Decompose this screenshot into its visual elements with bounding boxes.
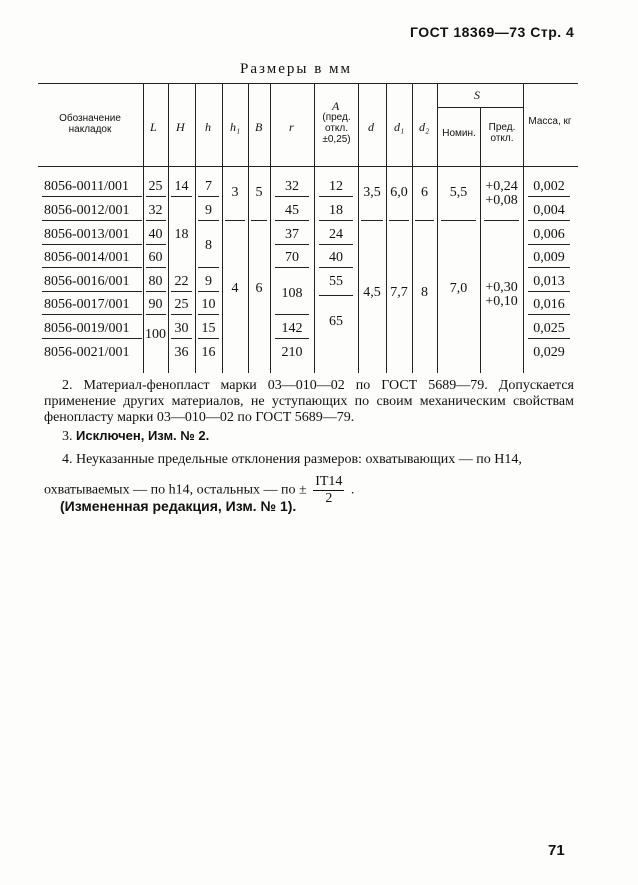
row-rule bbox=[528, 220, 570, 221]
cell-mass: 0,025 bbox=[533, 321, 565, 336]
row-rule bbox=[319, 220, 353, 221]
row-rule bbox=[389, 220, 409, 221]
row-rule bbox=[528, 291, 570, 292]
note-3-number: 3. bbox=[62, 429, 76, 444]
cell-h: 10 bbox=[201, 297, 216, 312]
table-header-rule bbox=[38, 166, 578, 167]
cell-h: 8 bbox=[205, 238, 212, 253]
col-divider bbox=[222, 83, 223, 373]
table-row-code: 8056-0011/001 bbox=[44, 179, 130, 194]
row-rule bbox=[42, 314, 142, 315]
cell-mass: 0,002 bbox=[533, 179, 565, 194]
row-rule bbox=[198, 314, 219, 315]
note-3-text: Исключен, Изм. № 2. bbox=[76, 428, 210, 443]
cell-H: 30 bbox=[174, 321, 189, 336]
row-rule bbox=[415, 220, 434, 221]
cell-S-nominal: 5,5 bbox=[449, 185, 468, 200]
row-rule bbox=[225, 220, 245, 221]
table-row-code: 8056-0021/001 bbox=[44, 345, 130, 360]
cell-d2: 8 bbox=[421, 285, 428, 300]
row-rule bbox=[42, 220, 142, 221]
cell-L: 40 bbox=[148, 227, 163, 242]
col-divider bbox=[248, 83, 249, 373]
cell-H: 25 bbox=[174, 297, 189, 312]
cell-H: 22 bbox=[174, 274, 189, 289]
cell-H: 36 bbox=[174, 345, 189, 360]
row-rule bbox=[319, 244, 353, 245]
row-rule bbox=[528, 314, 570, 315]
header-S-dev: Пред. откл. bbox=[488, 122, 516, 144]
header-A-note: (пред. откл. ±0,25) bbox=[322, 112, 351, 145]
header-h: h bbox=[205, 120, 211, 134]
cell-L: 60 bbox=[148, 250, 163, 265]
cell-S-dev: +0,10 bbox=[485, 294, 518, 309]
row-rule bbox=[528, 244, 570, 245]
cell-r: 70 bbox=[285, 250, 299, 265]
row-rule bbox=[275, 314, 309, 315]
cell-d2: 6 bbox=[421, 185, 428, 200]
row-rule bbox=[171, 291, 192, 292]
row-rule bbox=[146, 244, 166, 245]
row-rule bbox=[42, 267, 142, 268]
cell-A: 24 bbox=[329, 227, 343, 242]
cell-r: 37 bbox=[285, 227, 299, 242]
note-4-text: охватываемых — по h14, остальных — по ± bbox=[44, 482, 307, 498]
cell-r: 108 bbox=[281, 286, 303, 301]
page-number: 71 bbox=[548, 842, 565, 859]
col-divider bbox=[412, 83, 413, 373]
row-rule bbox=[146, 314, 166, 315]
row-rule bbox=[275, 220, 309, 221]
amended-note: (Измененная редакция, Изм. № 1). bbox=[60, 498, 297, 514]
cell-mass: 0,029 bbox=[533, 345, 565, 360]
header-A: A bbox=[332, 99, 340, 113]
cell-L: 25 bbox=[148, 179, 163, 194]
note-3 bbox=[44, 428, 574, 445]
header-L: L bbox=[150, 120, 157, 134]
col-divider bbox=[480, 107, 481, 373]
cell-L: 32 bbox=[148, 203, 163, 218]
table-row-code: 8056-0014/001 bbox=[44, 250, 130, 265]
table-row-code: 8056-0019/001 bbox=[44, 321, 130, 336]
cell-A: 55 bbox=[329, 274, 343, 289]
row-rule bbox=[484, 220, 519, 221]
note-4-denominator: 2 bbox=[325, 491, 333, 506]
cell-L: 90 bbox=[148, 297, 163, 312]
page-header: ГОСТ 18369—73 Стр. 4 bbox=[410, 24, 575, 40]
row-rule bbox=[146, 291, 166, 292]
table-units-caption: Размеры в мм bbox=[240, 61, 353, 77]
row-rule bbox=[198, 220, 219, 221]
row-rule bbox=[198, 196, 219, 197]
table-row-code: 8056-0012/001 bbox=[44, 203, 130, 218]
cell-r: 210 bbox=[281, 345, 303, 360]
note-2: 2. Материал-фенопласт марки 03—010—02 по ГОСТ 5689—79. Допускается применение других материалов, не уступающих по своим механическим свойствам фенопласту марки 03—010—02 по ГОСТ 5689—79. bbox=[44, 378, 574, 425]
col-divider bbox=[386, 83, 387, 373]
col-divider bbox=[437, 83, 438, 373]
cell-A: 18 bbox=[329, 203, 343, 218]
header-d2: d₂ bbox=[419, 120, 430, 134]
row-rule bbox=[146, 196, 166, 197]
cell-H: 18 bbox=[174, 227, 189, 242]
cell-d: 3,5 bbox=[363, 185, 381, 200]
cell-L: 80 bbox=[148, 274, 163, 289]
cell-h: 16 bbox=[201, 345, 216, 360]
row-rule bbox=[275, 338, 309, 339]
row-rule bbox=[361, 220, 383, 221]
cell-r: 142 bbox=[281, 321, 303, 336]
row-rule bbox=[198, 267, 219, 268]
note-4-end: . bbox=[350, 482, 355, 498]
cell-d: 4,5 bbox=[363, 285, 381, 300]
header-designation: Обозначение накладок bbox=[59, 113, 121, 135]
note-4-line1: 4. Неуказанные предельные отклонения размеров: охватывающих — по Н14, bbox=[62, 452, 522, 467]
header-H: H bbox=[176, 120, 185, 134]
cell-S-dev: +0,24 bbox=[485, 179, 518, 194]
row-rule bbox=[146, 267, 166, 268]
cell-h1: 3 bbox=[231, 185, 239, 200]
table-row-code: 8056-0017/001 bbox=[44, 297, 130, 312]
cell-A: 40 bbox=[329, 250, 343, 265]
cell-mass: 0,016 bbox=[533, 297, 565, 312]
cell-h: 9 bbox=[205, 203, 212, 218]
header-S-nominal: Номин. bbox=[442, 128, 476, 139]
row-rule bbox=[275, 196, 309, 197]
table-row-code: 8056-0016/001 bbox=[44, 274, 130, 289]
header-h1: h₁ bbox=[230, 120, 241, 134]
cell-mass: 0,009 bbox=[533, 250, 565, 265]
col-divider bbox=[358, 83, 359, 373]
cell-r: 45 bbox=[285, 203, 299, 218]
row-rule bbox=[146, 220, 166, 221]
row-rule bbox=[528, 196, 570, 197]
cell-B: 6 bbox=[255, 281, 263, 296]
row-rule bbox=[528, 338, 570, 339]
s-group-rule bbox=[437, 107, 523, 108]
row-rule bbox=[42, 338, 142, 339]
row-rule bbox=[171, 338, 192, 339]
row-rule bbox=[42, 196, 142, 197]
cell-L: 100 bbox=[145, 327, 166, 342]
row-rule bbox=[319, 196, 353, 197]
cell-A: 65 bbox=[329, 314, 343, 329]
header-r: r bbox=[289, 120, 294, 134]
row-rule bbox=[42, 291, 142, 292]
cell-mass: 0,004 bbox=[533, 203, 565, 218]
row-rule bbox=[171, 314, 192, 315]
cell-d1: 6,0 bbox=[390, 185, 408, 200]
note-4-numerator: IT14 bbox=[315, 474, 343, 489]
note-4-fraction bbox=[313, 474, 344, 507]
header-mass: Масса, кг bbox=[528, 116, 572, 127]
row-rule bbox=[251, 220, 267, 221]
header-d: d bbox=[368, 120, 374, 134]
cell-S-dev: +0,30 bbox=[485, 280, 518, 295]
header-B: B bbox=[255, 120, 263, 134]
cell-h: 9 bbox=[205, 274, 212, 289]
table-row-code: 8056-0013/001 bbox=[44, 227, 130, 242]
cell-S-nominal: 7,0 bbox=[449, 281, 468, 296]
cell-d1: 7,7 bbox=[390, 285, 408, 300]
cell-S-dev: +0,08 bbox=[485, 193, 518, 208]
row-rule bbox=[198, 338, 219, 339]
row-rule bbox=[319, 295, 353, 296]
header-d1: d₁ bbox=[394, 120, 405, 134]
table-top-rule bbox=[38, 83, 578, 84]
cell-B: 5 bbox=[255, 185, 263, 200]
row-rule bbox=[319, 267, 353, 268]
cell-r: 32 bbox=[285, 179, 299, 194]
cell-mass: 0,013 bbox=[533, 274, 565, 289]
row-rule bbox=[171, 196, 192, 197]
row-rule bbox=[528, 267, 570, 268]
cell-H: 14 bbox=[174, 179, 189, 194]
cell-h: 15 bbox=[201, 321, 216, 336]
cell-h1: 4 bbox=[231, 281, 239, 296]
row-rule bbox=[275, 244, 309, 245]
row-rule bbox=[42, 244, 142, 245]
cell-mass: 0,006 bbox=[533, 227, 565, 242]
row-rule bbox=[198, 291, 219, 292]
cell-h: 7 bbox=[205, 179, 212, 194]
row-rule bbox=[441, 220, 476, 221]
row-rule bbox=[275, 267, 309, 268]
cell-A: 12 bbox=[329, 179, 343, 194]
header-S: S bbox=[474, 88, 480, 102]
